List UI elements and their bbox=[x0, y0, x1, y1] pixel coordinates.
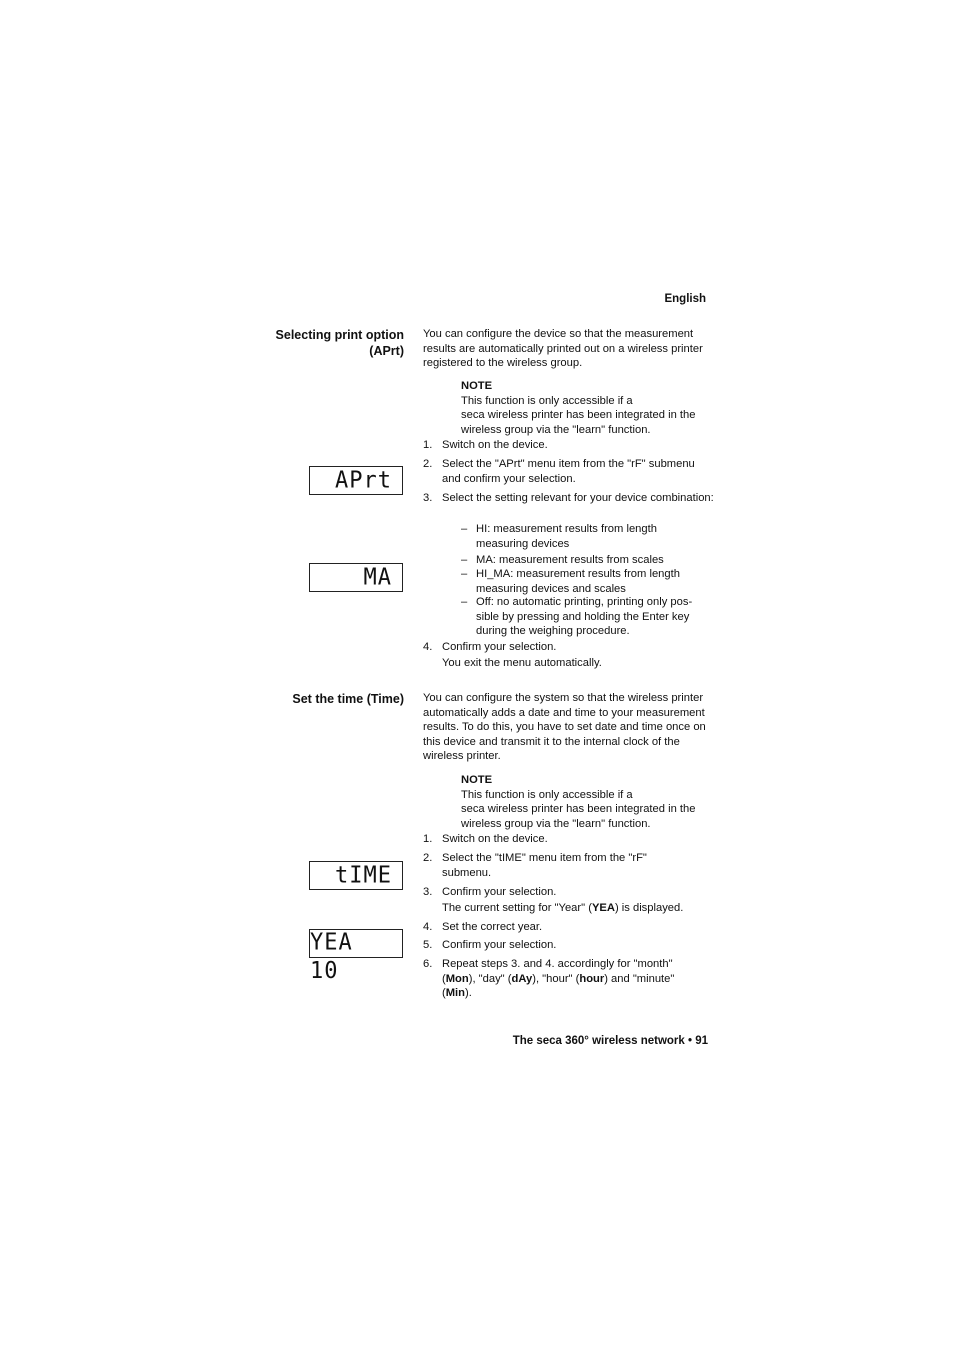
step-text-line: You exit the menu automatically. bbox=[442, 656, 602, 669]
step-text: Confirm your selection. bbox=[442, 939, 557, 951]
option-text: HI: measurement results from length measuring devices bbox=[476, 523, 657, 550]
text-part: The current setting for "Year" ( bbox=[442, 901, 592, 914]
option-text: HI_MA: measurement results from length measuring devices and scales bbox=[476, 568, 680, 595]
section-title-print-option bbox=[276, 327, 404, 359]
note-heading: NOTE bbox=[461, 380, 493, 392]
note-text: seca wireless printer has been integrated in the wireless group via the "learn" function. bbox=[461, 803, 696, 830]
language-label: English bbox=[664, 293, 706, 305]
section-intro: You can configure the system so that the wireless printer automatically adds a date and time to your measurement results. To do this, you have to set date and time once on this device and transmit it to the internal clock of the wireless printer. bbox=[423, 692, 706, 763]
step-number: 5. bbox=[423, 939, 433, 951]
section-title-line: (APrt) bbox=[369, 344, 404, 358]
note-box bbox=[461, 379, 713, 437]
step-text: Switch on the device. bbox=[442, 833, 548, 845]
text-bold: Min bbox=[445, 987, 465, 1000]
step-number: 2. bbox=[423, 458, 433, 470]
page-footer: The seca 360° wireless network • 91 bbox=[512, 1035, 708, 1047]
step-text bbox=[442, 957, 697, 1001]
text-bold: YEA bbox=[591, 901, 615, 914]
step-text: Switch on the device. bbox=[442, 439, 548, 451]
step-text: Select the "APrt" menu item from the "rF" submenu and confirm your selection. bbox=[442, 458, 695, 485]
step-text bbox=[442, 640, 714, 670]
step-number: 1. bbox=[423, 833, 433, 845]
step-text: Select the "tIME" menu item from the "rF" submenu. bbox=[442, 852, 647, 879]
lcd-text: YEA 10 bbox=[310, 929, 353, 985]
option-text: MA: measurement results from scales bbox=[476, 554, 664, 566]
step-text-line bbox=[442, 901, 714, 916]
text-part: Repeat steps 3. and 4. accordingly for "month" ( bbox=[442, 958, 673, 985]
step-text-line: Confirm your selection. bbox=[442, 886, 557, 898]
text-part: ). bbox=[465, 987, 472, 1000]
lcd-text: APrt bbox=[335, 467, 392, 494]
option-text: Off: no automatic printing, printing only pos-sible by pressing and holding the Enter key during the weighing procedure. bbox=[476, 596, 693, 638]
step-number: 6. bbox=[423, 958, 433, 970]
note-text: seca wireless printer has been integrated in the wireless group via the "learn" function. bbox=[461, 409, 696, 436]
lcd-display bbox=[309, 929, 403, 985]
lcd-display bbox=[309, 861, 403, 890]
step-number: 4. bbox=[423, 641, 433, 653]
option-dash: – bbox=[461, 523, 468, 535]
text-part: ) is displayed. bbox=[614, 901, 684, 914]
text-bold: hour bbox=[579, 972, 605, 985]
step-text-line: Confirm your selection. bbox=[442, 641, 557, 653]
step-text: Select the setting relevant for your device combination: bbox=[442, 492, 714, 504]
lcd-display bbox=[309, 563, 403, 592]
note-text: This function is only accessible if a bbox=[461, 394, 633, 407]
note-box bbox=[461, 773, 713, 831]
lcd-display bbox=[309, 466, 403, 495]
step-number: 3. bbox=[423, 492, 433, 504]
text-bold: dAy bbox=[511, 972, 533, 985]
section-intro: You can configure the device so that the measurement results are automatically printed out on a wireless printer registered to the wireless group. bbox=[423, 328, 703, 370]
section-title-set-time: Set the time (Time) bbox=[292, 692, 404, 706]
option-dash: – bbox=[461, 554, 468, 566]
step-number: 3. bbox=[423, 886, 433, 898]
note-text: This function is only accessible if a bbox=[461, 788, 633, 801]
step-number: 1. bbox=[423, 439, 433, 451]
section-title-line: Selecting print option bbox=[275, 328, 404, 342]
text-part: ), "day" ( bbox=[468, 972, 512, 985]
text-bold: Mon bbox=[445, 972, 469, 985]
option-dash: – bbox=[461, 568, 468, 580]
text-part: ) and "minute" ( bbox=[442, 972, 675, 1000]
option-dash: – bbox=[461, 596, 468, 608]
note-heading: NOTE bbox=[461, 774, 493, 786]
lcd-text: MA bbox=[363, 564, 392, 591]
text-part: ), "hour" ( bbox=[532, 972, 580, 985]
step-number: 2. bbox=[423, 852, 433, 864]
step-text bbox=[442, 885, 714, 915]
step-number: 4. bbox=[423, 921, 433, 933]
step-text: Set the correct year. bbox=[442, 921, 543, 933]
lcd-text: tIME bbox=[335, 862, 392, 889]
